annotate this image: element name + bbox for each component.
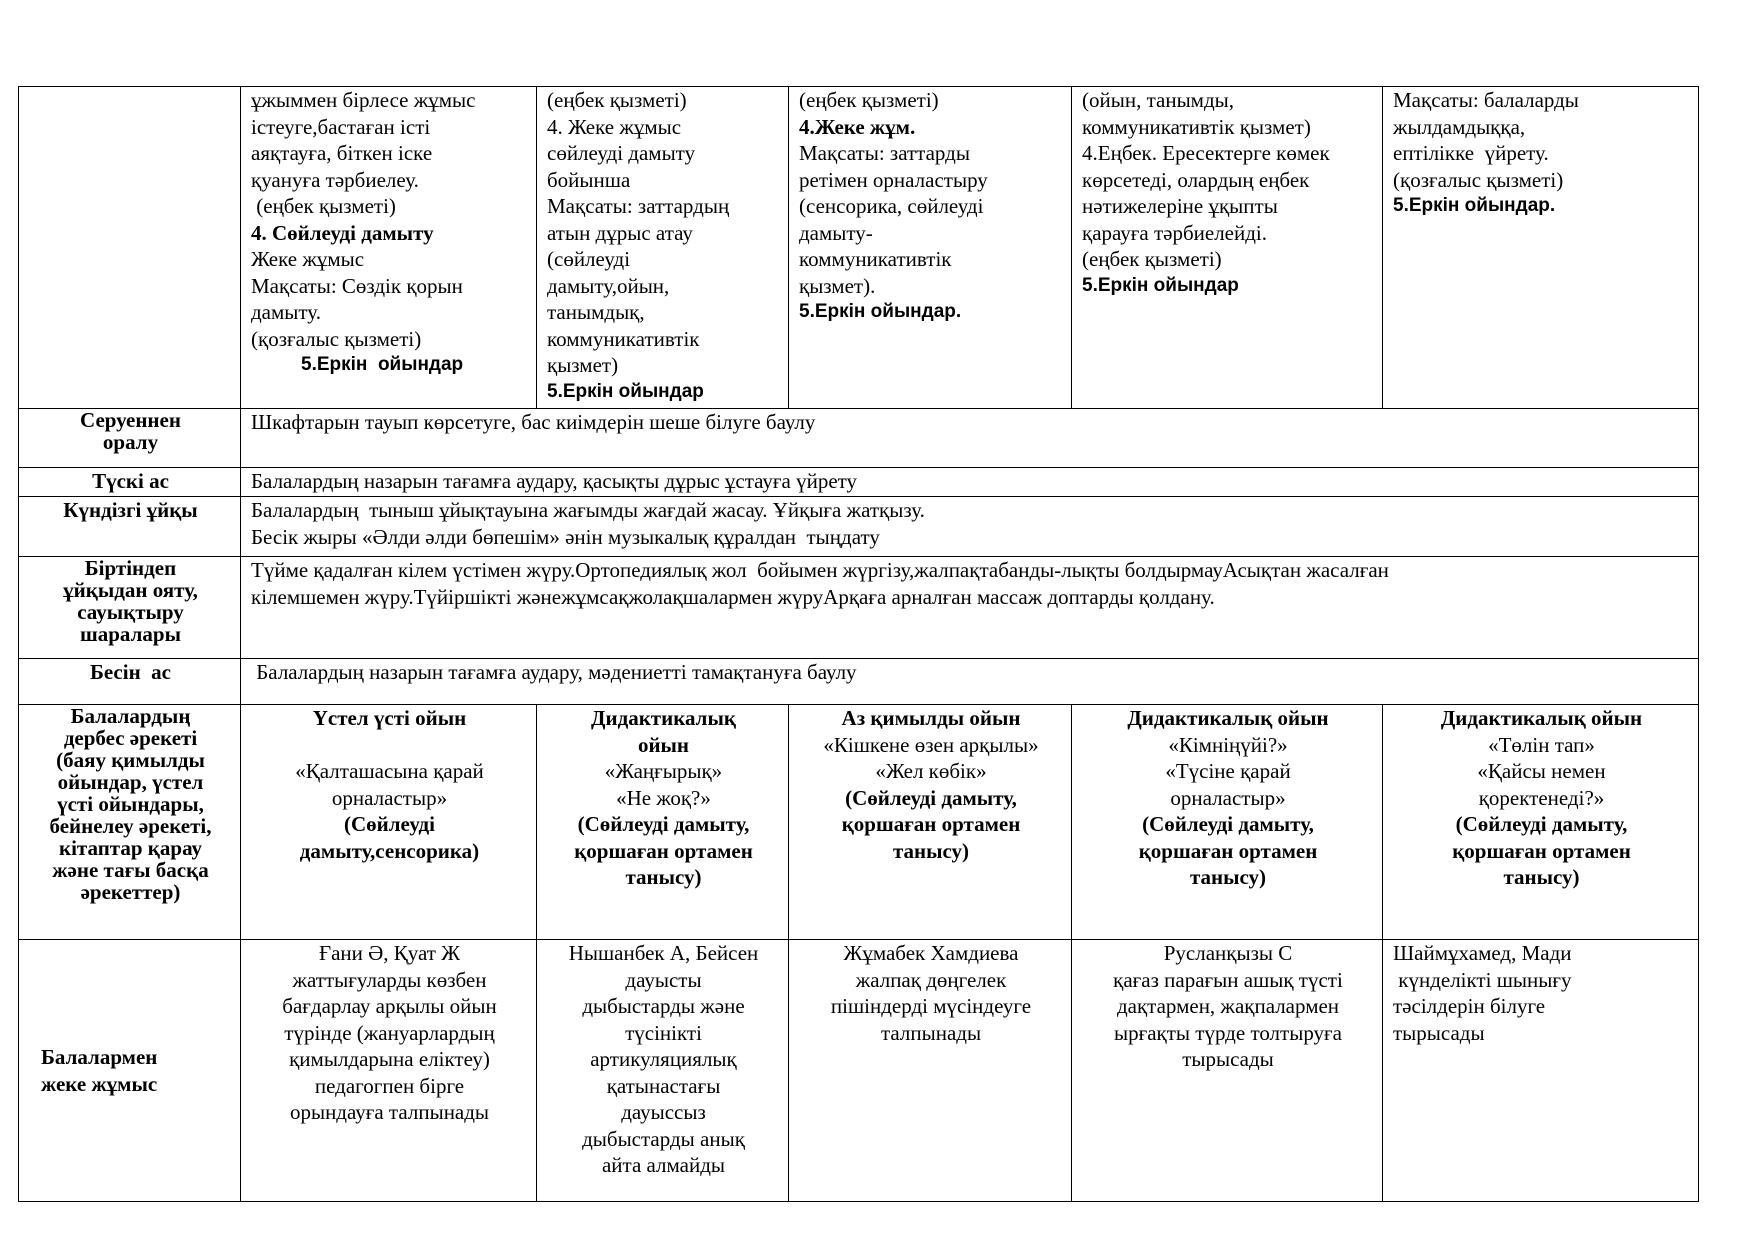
text-line: тырысады	[1393, 1020, 1485, 1045]
text-line: Күндізгі ұйқы	[63, 498, 198, 522]
text-line: «Қалташасына қарай	[295, 759, 484, 783]
text-line: (еңбек қызметі)	[799, 88, 939, 112]
text-line: Нышанбек А, Бейсен	[568, 941, 759, 965]
text-line: Ғани Ә, Қуат Ж	[318, 941, 461, 965]
row-content	[241, 468, 1699, 497]
text-line: көрсетеді, олардың еңбек	[1082, 167, 1310, 192]
text-line: дыбыстарды және	[582, 994, 745, 1018]
text-line: Серуеннен	[80, 408, 181, 432]
text-line: Мақсаты: балаларды	[1393, 88, 1579, 112]
text-line: дамыту,сенсорика)	[299, 838, 480, 863]
text-line: 4.Еңбек. Ересектерге көмек	[1082, 141, 1330, 165]
text-line: танысу)	[892, 838, 970, 863]
text-line: қоршаған ортамен	[574, 838, 753, 863]
text-line: танысу)	[1189, 865, 1267, 889]
text-line: сауықтыру	[77, 600, 184, 624]
nap-row	[19, 497, 1699, 557]
text-line: (қозғалыс қызметі)	[1393, 167, 1564, 192]
text-line: қызмет)	[547, 353, 619, 377]
text-line: (Сөйлеуді	[344, 812, 435, 836]
text-line: қоршаған ортамен	[1138, 838, 1318, 863]
activity-cell	[1383, 705, 1699, 940]
activity-cell	[1072, 705, 1383, 940]
text-line: және тағы басқа	[52, 858, 209, 882]
individual-cell	[1072, 940, 1383, 1202]
text-line: артикуляциялық	[590, 1047, 737, 1071]
text-line: танымдық,	[547, 300, 645, 324]
text-line: ұжыммен бірлесе жұмыс	[251, 88, 476, 112]
text-line: (Сөйлеуді дамыту,	[1142, 812, 1314, 836]
text-line: талпынады	[880, 1020, 982, 1045]
text-line: сөйлеуді дамыту	[547, 141, 696, 165]
text-line: Шкафтарын тауып көрсетуге, бас киімдерін шеше білуге баулу	[251, 410, 816, 434]
row-label	[19, 409, 241, 468]
text-line: оралу	[102, 430, 159, 454]
text-line: түрінде (жануарлардың	[284, 1020, 495, 1045]
text-line: коммуникативтік	[547, 326, 700, 351]
row-content	[241, 557, 1699, 659]
text-line: 4. Сөйлеуді дамыту	[251, 220, 434, 245]
text-line: атын дұрыс атау	[547, 220, 693, 245]
text-line: (сенсорика, сөйлеуді	[799, 194, 984, 218]
text-line: бойынша	[547, 167, 631, 192]
text-line: қызмет).	[799, 273, 876, 298]
text-line: 5.Еркін ойындар.	[1393, 195, 1556, 216]
text-line: Түскі ас	[92, 469, 169, 493]
text-line: Дидактикалық ойын	[1440, 706, 1643, 730]
text-line: (баяу қимылды	[56, 748, 205, 772]
text-line: дақтармен, жақпалармен	[1116, 994, 1340, 1018]
daily-plan-table	[18, 86, 1699, 1202]
text-line: қатынастағы	[606, 1073, 721, 1098]
text-line: дамыту,ойын,	[547, 273, 670, 298]
text-line: 5.Еркін ойындар	[547, 380, 704, 402]
text-line: Аз қимылды ойын	[841, 706, 1021, 730]
continuation-cell	[789, 87, 1072, 409]
text-line: Дидактикалық	[591, 706, 736, 730]
text-line: шаралары	[80, 622, 181, 646]
text-line: пішіндерді мүсіндеуге	[830, 994, 1032, 1018]
text-line: Балалардың	[70, 704, 191, 728]
text-line: жалпақ дөңгелек	[855, 967, 1007, 992]
text-line: күнделікті шынығу	[1393, 967, 1572, 992]
individual-cell	[789, 940, 1072, 1202]
text-line: түсінікті	[625, 1020, 702, 1045]
text-line: Жеке жұмыс	[251, 247, 365, 271]
text-line: Бесік жыры «Әлди әлди бөпешім» әнін музыкалық құралдан тыңдату	[251, 524, 880, 549]
text-line: 4. Жеке жұмыс	[547, 114, 682, 139]
text-line: аяқтауға, біткен іске	[251, 141, 433, 165]
text-line: жылдамдыққа,	[1393, 114, 1526, 139]
individual-work-row	[19, 940, 1699, 1202]
activity-cell	[537, 705, 789, 940]
text-line: «Жаңғырық»	[604, 759, 723, 783]
text-line: қоршаған ортамен	[1452, 838, 1631, 863]
row-label	[19, 705, 241, 940]
activity-cell	[241, 705, 537, 940]
row-label	[19, 497, 241, 557]
text-line: орналастыр»	[331, 785, 448, 810]
text-line	[251, 732, 528, 759]
text-line: орналастыр»	[1170, 785, 1286, 810]
text-line: үсті ойындары,	[57, 792, 204, 816]
text-line: қимылдарына еліктеу)	[289, 1047, 490, 1071]
text-line: Дидактикалық ойын	[1127, 706, 1329, 730]
row-content	[241, 497, 1699, 557]
row-label	[19, 940, 241, 1202]
text-line: істеуге,бастаған істі	[251, 114, 431, 139]
individual-cell	[241, 940, 537, 1202]
text-line: Балалардың назарын тағамға аудару, мәдениетті тамақтануға баулу	[251, 660, 857, 684]
text-line: Жұмабек Хамдиева	[843, 941, 1019, 965]
text-line: (қозғалыс қызметі)	[251, 326, 422, 351]
text-line: бейнелеу әрекеті,	[49, 814, 212, 838]
wakeup-row	[19, 557, 1699, 659]
text-line: Мақсаты: заттардың	[547, 194, 730, 218]
text-line: Бесін ас	[89, 660, 172, 684]
text-line: «Кімніңүйі?»	[1168, 732, 1288, 757]
text-line: дамыту-	[799, 220, 873, 245]
text-line: «Жел көбік»	[875, 759, 987, 783]
lunch-row	[19, 468, 1699, 497]
text-line: ептілікке үйрету.	[1393, 141, 1549, 165]
row-content	[241, 659, 1699, 705]
text-line: 5.Еркін ойындар.	[799, 301, 962, 322]
text-line: дамыту.	[251, 300, 321, 324]
continuation-cell	[241, 87, 537, 409]
continuation-row	[19, 87, 1699, 409]
text-line: дербес әрекеті	[63, 726, 198, 750]
text-line: орындауға талпынады	[289, 1100, 490, 1124]
text-line: ретімен орналастыру	[799, 167, 988, 192]
independent-activity-row	[19, 705, 1699, 940]
text-line: дауысты	[625, 967, 702, 992]
text-line: кілемшемен жүру.Түйіршікті жәнежұмсақжолақшалармен жүруАрқаға арналған массаж доптарды қолдану.	[251, 584, 1215, 609]
text-line: танысу)	[625, 865, 702, 889]
text-line: қағаз парағын ашық түсті	[1113, 967, 1343, 992]
snack-row	[19, 659, 1699, 705]
text-line: (еңбек қызметі)	[547, 88, 687, 112]
row-label	[19, 468, 241, 497]
text-line: (Сөйлеуді дамыту,	[1455, 812, 1628, 836]
text-line: кітаптар қарау	[58, 836, 203, 860]
text-line: (Сөйлеуді дамыту,	[577, 812, 750, 836]
row-label	[19, 659, 241, 705]
text-line: ойындар, үстел	[57, 770, 204, 794]
text-line: ойын	[637, 732, 690, 757]
individual-cell	[537, 940, 789, 1202]
text-line: ұйқыдан ояту,	[63, 578, 198, 602]
text-line: қоректенеді?»	[1478, 785, 1605, 810]
continuation-cell	[1072, 87, 1383, 409]
text-line: дауыссыз	[621, 1100, 706, 1124]
text-line: жеке жұмыс	[41, 1071, 158, 1096]
text-line: тырысады	[1182, 1047, 1274, 1071]
text-line: Үстел үсті ойын	[312, 706, 467, 730]
row-content	[241, 409, 1699, 468]
text-line: (еңбек қызметі)	[251, 194, 396, 218]
text-line: педагогпен бірге	[314, 1073, 465, 1098]
text-line: «Түсіне қарай	[1165, 759, 1291, 783]
text-line: коммуникативтік қызмет)	[1082, 114, 1311, 139]
text-line: «Не жоқ?»	[616, 785, 711, 810]
text-line: бағдарлау арқылы ойын	[282, 994, 497, 1018]
text-line: тәсілдерін білуге	[1393, 994, 1546, 1018]
text-line: әрекеттер)	[80, 880, 181, 904]
text-line: қуануға тәрбиелеу.	[251, 167, 419, 192]
text-line: айта алмайды	[601, 1153, 726, 1177]
text-line: Біртіндеп	[84, 556, 177, 580]
row-label	[19, 557, 241, 659]
text-line: Балалармен	[41, 1045, 158, 1069]
text-line: 4.Жеке жұм.	[799, 114, 916, 139]
text-line: 5.Еркін ойындар	[301, 354, 464, 375]
text-line: «Төлін тап»	[1488, 732, 1595, 757]
text-line: коммуникативтік	[799, 247, 952, 271]
text-line: Мақсаты: Сөздік қорын	[251, 273, 463, 298]
individual-cell	[1383, 940, 1699, 1202]
text-line: танысу)	[1503, 865, 1580, 889]
text-line: (ойын, танымды,	[1082, 88, 1235, 112]
text-line: Балалардың назарын тағамға аудару, қасықты дұрыс ұстауға үйрету	[251, 469, 858, 493]
text-line: (еңбек қызметі)	[1082, 247, 1222, 271]
text-line: Балалардың тыныш ұйықтауына жағымды жағдай жасау. Ұйқыға жатқызу.	[251, 498, 925, 522]
continuation-cell	[537, 87, 789, 409]
text-line: Мақсаты: заттарды	[799, 141, 970, 165]
text-line: дыбыстарды анық	[582, 1126, 745, 1151]
text-line: Шаймұхамед, Мади	[1393, 941, 1572, 965]
text-line: нәтижелеріне ұқыпты	[1082, 194, 1278, 218]
text-line: жаттығуларды көзбен	[292, 967, 487, 992]
text-line: қарауға тәрбиелейді.	[1082, 220, 1268, 245]
text-line: (сөйлеуді	[547, 247, 631, 271]
return-from-walk-row	[19, 409, 1699, 468]
text-line: ырғақты түрде толтыруға	[1114, 1020, 1342, 1045]
text-line: қоршаған ортамен	[841, 812, 1021, 836]
continuation-label-cell	[19, 87, 241, 409]
text-line: 5.Еркін ойындар	[1082, 274, 1239, 296]
text-line: Түйме қадалған кілем үстімен жүру.Ортопедиялық жол бойымен жүргізу,жалпақтабанды-лықты болдырмауАсықтан жасалған	[251, 558, 1389, 582]
text-line: (Сөйлеуді дамыту,	[845, 785, 1017, 810]
text-line: Русланқызы С	[1163, 941, 1293, 965]
continuation-cell	[1383, 87, 1699, 409]
text-line: «Кішкене өзен арқылы»	[823, 732, 1039, 757]
activity-cell	[789, 705, 1072, 940]
text-line: «Қайсы немен	[1477, 759, 1606, 783]
